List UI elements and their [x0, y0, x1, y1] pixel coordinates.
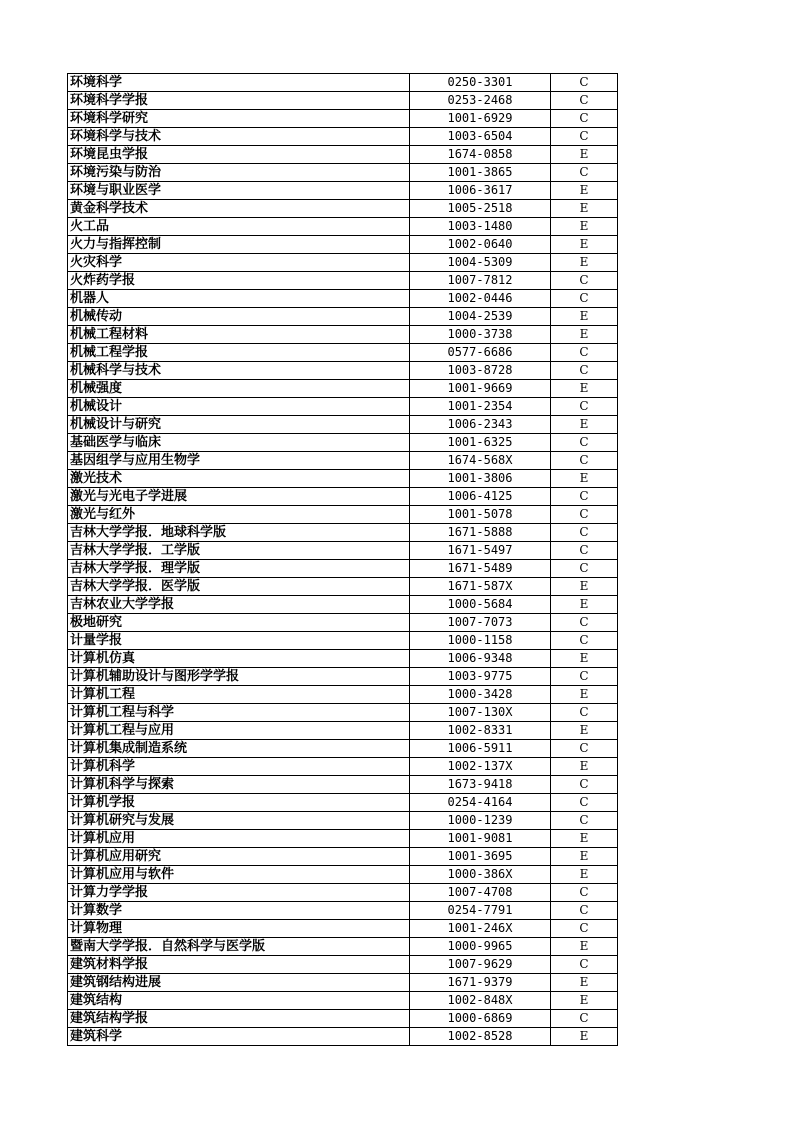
issn-cell: 1671-5888 — [410, 524, 551, 542]
journal-name-cell: 吉林大学学报．地球科学版 — [68, 524, 410, 542]
journal-name-cell: 火力与指挥控制 — [68, 236, 410, 254]
category-cell: E — [551, 470, 618, 488]
journal-name-cell: 计算机工程与科学 — [68, 704, 410, 722]
issn-cell: 1674-0858 — [410, 146, 551, 164]
table-row — [68, 110, 618, 128]
table-row — [68, 668, 618, 686]
journal-name-cell: 机械强度 — [68, 380, 410, 398]
category-cell: C — [551, 884, 618, 902]
journal-name-cell: 计算机仿真 — [68, 650, 410, 668]
table-row — [68, 884, 618, 902]
issn-cell: 1000-1158 — [410, 632, 551, 650]
issn-cell: 1007-4708 — [410, 884, 551, 902]
issn-cell: 1000-6869 — [410, 1010, 551, 1028]
category-cell: C — [551, 794, 618, 812]
category-cell: C — [551, 920, 618, 938]
table-row — [68, 542, 618, 560]
table-row — [68, 254, 618, 272]
journal-name-cell: 建筑结构学报 — [68, 1010, 410, 1028]
table-row — [68, 524, 618, 542]
category-cell: E — [551, 380, 618, 398]
issn-cell: 1001-6929 — [410, 110, 551, 128]
table-row — [68, 920, 618, 938]
table-row — [68, 398, 618, 416]
issn-cell: 1004-5309 — [410, 254, 551, 272]
journal-name-cell: 吉林大学学报．医学版 — [68, 578, 410, 596]
category-cell: C — [551, 434, 618, 452]
journal-name-cell: 环境与职业医学 — [68, 182, 410, 200]
category-cell: E — [551, 254, 618, 272]
issn-cell: 1006-4125 — [410, 488, 551, 506]
category-cell: C — [551, 506, 618, 524]
journal-name-cell: 吉林大学学报．理学版 — [68, 560, 410, 578]
category-cell: E — [551, 182, 618, 200]
category-cell: C — [551, 542, 618, 560]
issn-cell: 1002-137X — [410, 758, 551, 776]
table-row — [68, 488, 618, 506]
category-cell: E — [551, 326, 618, 344]
issn-cell: 1004-2539 — [410, 308, 551, 326]
journal-name-cell: 计算机工程 — [68, 686, 410, 704]
journal-name-cell: 机械设计 — [68, 398, 410, 416]
journal-name-cell: 计算机科学与探索 — [68, 776, 410, 794]
issn-cell: 1000-3428 — [410, 686, 551, 704]
journal-table-body — [68, 74, 618, 1046]
table-row — [68, 866, 618, 884]
issn-cell: 1000-386X — [410, 866, 551, 884]
journal-name-cell: 环境科学学报 — [68, 92, 410, 110]
issn-cell: 1006-5911 — [410, 740, 551, 758]
journal-name-cell: 计算机科学 — [68, 758, 410, 776]
category-cell: C — [551, 362, 618, 380]
journal-name-cell: 计算机应用研究 — [68, 848, 410, 866]
table-row — [68, 956, 618, 974]
journal-name-cell: 计算机工程与应用 — [68, 722, 410, 740]
journal-name-cell: 火工品 — [68, 218, 410, 236]
issn-cell: 1674-568X — [410, 452, 551, 470]
journal-name-cell: 机械科学与技术 — [68, 362, 410, 380]
table-row — [68, 416, 618, 434]
table-row — [68, 686, 618, 704]
table-row — [68, 92, 618, 110]
issn-cell: 1671-587X — [410, 578, 551, 596]
table-row — [68, 776, 618, 794]
issn-cell: 1001-2354 — [410, 398, 551, 416]
category-cell: C — [551, 488, 618, 506]
table-row — [68, 182, 618, 200]
journal-name-cell: 基因组学与应用生物学 — [68, 452, 410, 470]
issn-cell: 1005-2518 — [410, 200, 551, 218]
category-cell: C — [551, 902, 618, 920]
journal-name-cell: 建筑科学 — [68, 1028, 410, 1046]
journal-name-cell: 计算机应用 — [68, 830, 410, 848]
table-row — [68, 812, 618, 830]
category-cell: E — [551, 578, 618, 596]
table-row — [68, 470, 618, 488]
journal-name-cell: 建筑材料学报 — [68, 956, 410, 974]
table-row — [68, 704, 618, 722]
category-cell: C — [551, 92, 618, 110]
category-cell: C — [551, 164, 618, 182]
issn-cell: 1001-3865 — [410, 164, 551, 182]
category-cell: E — [551, 1028, 618, 1046]
issn-cell: 1671-5489 — [410, 560, 551, 578]
issn-cell: 1006-2343 — [410, 416, 551, 434]
journal-name-cell: 计算机应用与软件 — [68, 866, 410, 884]
journal-name-cell: 计算力学学报 — [68, 884, 410, 902]
issn-cell: 1000-3738 — [410, 326, 551, 344]
category-cell: C — [551, 272, 618, 290]
table-row — [68, 632, 618, 650]
journal-name-cell: 计算机集成制造系统 — [68, 740, 410, 758]
journal-name-cell: 环境昆虫学报 — [68, 146, 410, 164]
issn-cell: 1673-9418 — [410, 776, 551, 794]
table-row — [68, 308, 618, 326]
journal-name-cell: 吉林大学学报．工学版 — [68, 542, 410, 560]
table-row — [68, 740, 618, 758]
table-row — [68, 794, 618, 812]
journal-name-cell: 机械设计与研究 — [68, 416, 410, 434]
journal-name-cell: 环境科学研究 — [68, 110, 410, 128]
table-row — [68, 236, 618, 254]
category-cell: E — [551, 722, 618, 740]
issn-cell: 1003-8728 — [410, 362, 551, 380]
issn-cell: 0250-3301 — [410, 74, 551, 92]
journal-name-cell: 机械传动 — [68, 308, 410, 326]
issn-cell: 0253-2468 — [410, 92, 551, 110]
category-cell: C — [551, 776, 618, 794]
journal-name-cell: 计算数学 — [68, 902, 410, 920]
category-cell: E — [551, 308, 618, 326]
issn-cell: 1001-3695 — [410, 848, 551, 866]
issn-cell: 1007-130X — [410, 704, 551, 722]
issn-cell: 1000-5684 — [410, 596, 551, 614]
category-cell: C — [551, 1010, 618, 1028]
category-cell: C — [551, 524, 618, 542]
issn-cell: 0254-4164 — [410, 794, 551, 812]
issn-cell: 1001-246X — [410, 920, 551, 938]
issn-cell: 1001-5078 — [410, 506, 551, 524]
category-cell: E — [551, 866, 618, 884]
table-row — [68, 434, 618, 452]
issn-cell: 1002-0640 — [410, 236, 551, 254]
table-row — [68, 326, 618, 344]
category-cell: C — [551, 560, 618, 578]
table-row — [68, 974, 618, 992]
journal-name-cell: 基础医学与临床 — [68, 434, 410, 452]
table-row — [68, 830, 618, 848]
table-row — [68, 200, 618, 218]
issn-cell: 1006-9348 — [410, 650, 551, 668]
journal-name-cell: 建筑钢结构进展 — [68, 974, 410, 992]
category-cell: E — [551, 830, 618, 848]
journal-table — [67, 73, 618, 1046]
category-cell: E — [551, 686, 618, 704]
issn-cell: 1007-7073 — [410, 614, 551, 632]
journal-name-cell: 计算机学报 — [68, 794, 410, 812]
table-row — [68, 452, 618, 470]
table-row — [68, 128, 618, 146]
issn-cell: 1002-8331 — [410, 722, 551, 740]
table-row — [68, 1028, 618, 1046]
issn-cell: 1001-9081 — [410, 830, 551, 848]
table-row — [68, 272, 618, 290]
issn-cell: 1002-848X — [410, 992, 551, 1010]
journal-name-cell: 计算机辅助设计与图形学学报 — [68, 668, 410, 686]
category-cell: C — [551, 740, 618, 758]
issn-cell: 0254-7791 — [410, 902, 551, 920]
category-cell: C — [551, 668, 618, 686]
table-row — [68, 992, 618, 1010]
table-row — [68, 758, 618, 776]
category-cell: E — [551, 596, 618, 614]
journal-name-cell: 环境科学 — [68, 74, 410, 92]
category-cell: E — [551, 938, 618, 956]
journal-name-cell: 计算物理 — [68, 920, 410, 938]
category-cell: C — [551, 812, 618, 830]
table-row — [68, 74, 618, 92]
issn-cell: 0577-6686 — [410, 344, 551, 362]
journal-name-cell: 激光与光电子学进展 — [68, 488, 410, 506]
category-cell: C — [551, 128, 618, 146]
category-cell: C — [551, 74, 618, 92]
journal-name-cell: 计量学报 — [68, 632, 410, 650]
category-cell: E — [551, 974, 618, 992]
category-cell: E — [551, 200, 618, 218]
journal-name-cell: 火炸药学报 — [68, 272, 410, 290]
issn-cell: 1001-6325 — [410, 434, 551, 452]
issn-cell: 1003-9775 — [410, 668, 551, 686]
category-cell: E — [551, 146, 618, 164]
table-row — [68, 848, 618, 866]
journal-name-cell: 黄金科学技术 — [68, 200, 410, 218]
category-cell: C — [551, 110, 618, 128]
issn-cell: 1000-9965 — [410, 938, 551, 956]
category-cell: E — [551, 416, 618, 434]
table-row — [68, 146, 618, 164]
category-cell: C — [551, 398, 618, 416]
issn-cell: 1006-3617 — [410, 182, 551, 200]
issn-cell: 1671-5497 — [410, 542, 551, 560]
journal-name-cell: 吉林农业大学学报 — [68, 596, 410, 614]
table-row — [68, 218, 618, 236]
table-row — [68, 596, 618, 614]
journal-name-cell: 计算机研究与发展 — [68, 812, 410, 830]
table-row — [68, 1010, 618, 1028]
journal-name-cell: 环境污染与防治 — [68, 164, 410, 182]
table-row — [68, 902, 618, 920]
table-row — [68, 362, 618, 380]
journal-name-cell: 激光与红外 — [68, 506, 410, 524]
category-cell: C — [551, 704, 618, 722]
category-cell: C — [551, 632, 618, 650]
issn-cell: 1003-1480 — [410, 218, 551, 236]
category-cell: C — [551, 614, 618, 632]
issn-cell: 1003-6504 — [410, 128, 551, 146]
issn-cell: 1000-1239 — [410, 812, 551, 830]
journal-name-cell: 暨南大学学报．自然科学与医学版 — [68, 938, 410, 956]
issn-cell: 1671-9379 — [410, 974, 551, 992]
table-row — [68, 164, 618, 182]
category-cell: C — [551, 290, 618, 308]
category-cell: E — [551, 848, 618, 866]
issn-cell: 1001-9669 — [410, 380, 551, 398]
journal-name-cell: 激光技术 — [68, 470, 410, 488]
journal-name-cell: 机械工程材料 — [68, 326, 410, 344]
journal-name-cell: 建筑结构 — [68, 992, 410, 1010]
journal-name-cell: 机器人 — [68, 290, 410, 308]
category-cell: C — [551, 344, 618, 362]
table-row — [68, 344, 618, 362]
table-row — [68, 938, 618, 956]
journal-name-cell: 极地研究 — [68, 614, 410, 632]
table-row — [68, 722, 618, 740]
category-cell: C — [551, 956, 618, 974]
issn-cell: 1007-9629 — [410, 956, 551, 974]
category-cell: E — [551, 218, 618, 236]
table-row — [68, 650, 618, 668]
journal-name-cell: 机械工程学报 — [68, 344, 410, 362]
table-row — [68, 290, 618, 308]
category-cell: E — [551, 758, 618, 776]
issn-cell: 1002-8528 — [410, 1028, 551, 1046]
issn-cell: 1001-3806 — [410, 470, 551, 488]
journal-name-cell: 环境科学与技术 — [68, 128, 410, 146]
issn-cell: 1007-7812 — [410, 272, 551, 290]
table-row — [68, 614, 618, 632]
table-row — [68, 560, 618, 578]
table-row — [68, 578, 618, 596]
table-row — [68, 380, 618, 398]
issn-cell: 1002-0446 — [410, 290, 551, 308]
journal-name-cell: 火灾科学 — [68, 254, 410, 272]
category-cell: E — [551, 992, 618, 1010]
category-cell: E — [551, 236, 618, 254]
table-row — [68, 506, 618, 524]
category-cell: C — [551, 452, 618, 470]
category-cell: E — [551, 650, 618, 668]
